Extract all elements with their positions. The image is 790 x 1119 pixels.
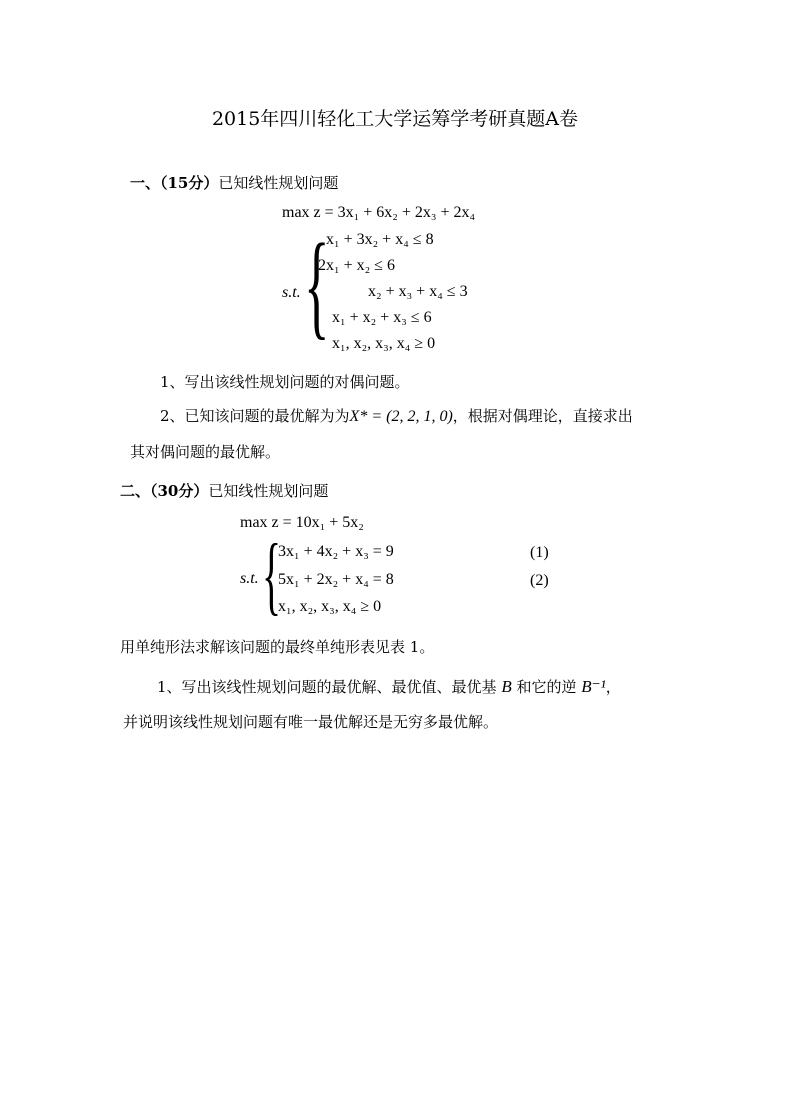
- page-title: 2015年四川轻化工大学运筹学考研真题A卷: [211, 108, 579, 130]
- q2-para: 用单纯形法求解该问题的最终单纯形表见表 1。: [120, 638, 435, 656]
- q1-objective: max z = 3x₁ + 6x₂ + 2x₃ + 2x₄: [282, 204, 476, 221]
- q2-heading: [120, 480, 328, 501]
- q1-heading-text: 已知线性规划问题: [218, 174, 339, 192]
- q2-brace: {: [262, 527, 282, 624]
- q1-item-2-cont: 其对偶问题的最优解。: [130, 443, 281, 461]
- q1-item-2-prefix: 2、已知该问题的最优解为为: [160, 407, 350, 425]
- q1-heading: [130, 172, 338, 193]
- q2-item-1-cont: 并说明该线性规划问题有唯一最优解还是无穷多最优解。: [123, 713, 499, 731]
- q1-constraint-4: x₁ + x₂ + x₃ ≤ 6: [332, 309, 432, 326]
- q1-constraint-2: 2x₁ + x₂ ≤ 6: [318, 257, 395, 274]
- q2-item-1-Binv: B⁻¹: [581, 677, 606, 696]
- q1-st-label: s.t.: [282, 284, 301, 301]
- q1-constraint-1: x₁ + 3x₂ + x₄ ≤ 8: [326, 231, 434, 248]
- q2-item-1-prefix: 1、写出该线性规划问题的最优解、最优值、最优基: [157, 678, 497, 696]
- q2-label-1: (1): [530, 544, 549, 561]
- q1-item-1: 1、写出该线性规划问题的对偶问题。: [160, 373, 410, 391]
- q2-heading-num: 二、（30分）: [120, 482, 209, 500]
- q2-item-1: [157, 676, 621, 697]
- q2-constraint-3: x₁, x₂, x₃, x₄ ≥ 0: [278, 598, 382, 615]
- q2-st-label: s.t.: [240, 570, 259, 587]
- q2-item-1-suffix: ，: [605, 678, 621, 696]
- q2-constraint-1: 3x₁ + 4x₂ + x₃ = 9: [278, 543, 394, 560]
- q2-constraint-2: 5x₁ + 2x₂ + x₄ = 8: [278, 571, 394, 588]
- q2-objective: max z = 10x₁ + 5x₂: [240, 514, 364, 531]
- q2-item-1-B: B: [501, 677, 512, 696]
- q1-item-2-math: X* = (2, 2, 1, 0): [349, 408, 453, 425]
- q1-constraint-3: x₂ + x₃ + x₄ ≤ 3: [368, 283, 468, 300]
- q2-heading-text: 已知线性规划问题: [208, 482, 329, 500]
- q1-constraint-5: x₁, x₂, x₃, x₄ ≥ 0: [332, 335, 436, 352]
- q2-item-1-mid: 和它的逆: [516, 678, 577, 696]
- q1-item-2: [160, 405, 633, 426]
- q1-heading-num: 一、（15分）: [130, 174, 219, 192]
- q2-label-2: (2): [530, 572, 549, 589]
- q1-item-2-suffix: ，根据对偶理论，直接求出: [452, 407, 633, 425]
- q1-brace: {: [304, 219, 330, 350]
